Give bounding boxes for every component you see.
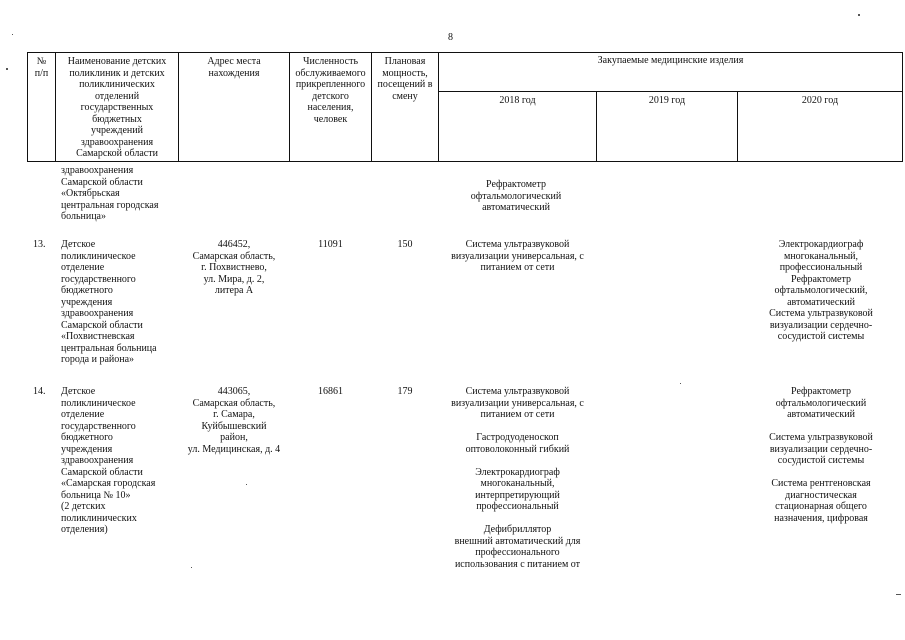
header-year-2019: 2019 год <box>648 95 686 106</box>
col-border-8 <box>902 52 903 162</box>
cont-y2018: Рефрактометр офтальмологический автоматический <box>470 179 562 213</box>
header-year-2020: 2020 год <box>801 95 839 106</box>
header-col-capacity: Плановая мощность, посещений в смену <box>377 56 433 102</box>
header-col-population: Численность обслуживаемого прикрепленного детского населения, человек <box>295 56 366 125</box>
header-year-2018: 2018 год <box>499 95 536 106</box>
row-address: 443065, Самарская область, г. Самара, Куйбышевский район, ул. Медицинская, д. 4 <box>187 386 281 455</box>
row-y2020: Рефрактометр офтальмологический автоматический Система ультразвуковой визуализации сердечно- сосудистой системы Система рентгеновская диагностическая стационарная общего назначения, цифровая <box>769 386 873 524</box>
scan-speck <box>6 68 8 70</box>
col-border-5 <box>438 52 439 162</box>
scan-speck <box>858 14 860 16</box>
scan-speck <box>191 567 192 568</box>
header-col-products: Закупаемые медицинские изделия <box>597 55 744 66</box>
cont-name: здравоохранения Самарской области «Октябрьская центральная городская больница» <box>61 165 159 222</box>
row-y2020: Электрокардиограф многоканальный, профессиональный Рефрактометр офтальмологический, автоматический Система ультразвуковой визуализации сердечно- сосудистой системы <box>769 239 873 342</box>
row-num: 14. <box>33 386 46 397</box>
scan-speck <box>12 34 13 35</box>
row-capacity: 150 <box>397 239 413 250</box>
scan-speck <box>680 383 681 384</box>
scan-speck <box>896 594 901 595</box>
years-divider-line <box>438 91 903 92</box>
row-y2018: Система ультразвуковой визуализации универсальная, с питанием от сети Гастродуоденоскоп оптоволоконный гибкий Электрокардиограф многоканальный, интерпретирующий профессиональный Дефибриллятор внешний автоматический для профессионального использования с питанием от <box>451 386 584 570</box>
header-col-num: № п/п <box>34 56 49 79</box>
header-col-name: Наименование детских поликлиник и детских поликлинических отделений государственных бюджетных учреждений здравоохранения Самарской области <box>67 56 167 159</box>
header-col-address: Адрес места нахождения <box>207 56 261 79</box>
row-population: 16861 <box>318 386 343 397</box>
scan-speck <box>246 484 247 485</box>
row-capacity: 179 <box>397 386 413 397</box>
row-name: Детское поликлиническое отделение государственного бюджетного учреждения здравоохранения Самарской области «Самарская городская больница № 10» (2 детских поликлинических отделения) <box>61 386 156 535</box>
page-number: 8 <box>448 32 453 43</box>
row-address: 446452, Самарская область, г. Похвистнево, ул. Мира, д. 2, литера А <box>192 239 276 296</box>
header-bottom-border <box>27 161 903 162</box>
row-num: 13. <box>33 239 46 250</box>
row-population: 11091 <box>318 239 343 250</box>
row-name: Детское поликлиническое отделение государственного бюджетного учреждения здравоохранения Самарской области «Похвистневская центральная больница города и района» <box>61 239 157 365</box>
table-top-border <box>27 52 903 53</box>
row-y2018: Система ультразвуковой визуализации универсальная, с питанием от сети <box>451 239 584 273</box>
